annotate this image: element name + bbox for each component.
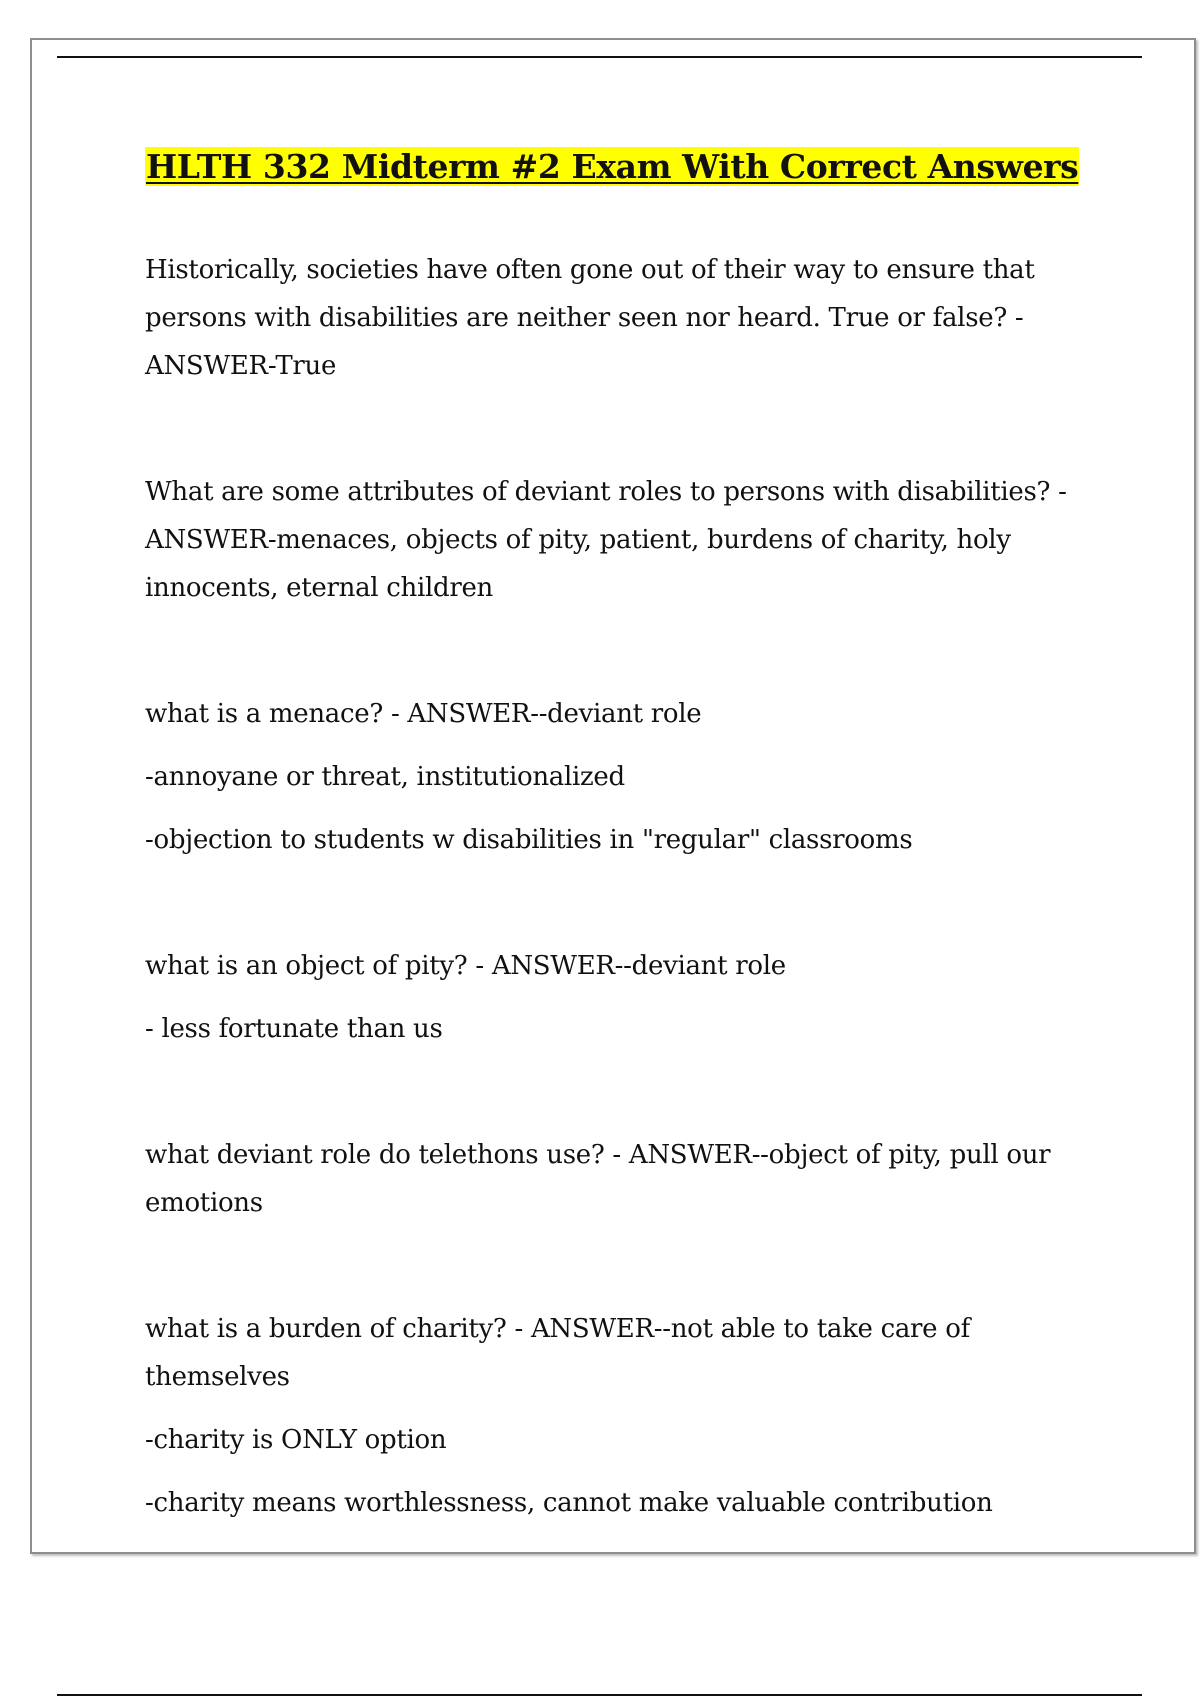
header-rule bbox=[57, 56, 1142, 58]
qa-question-answer: what is an object of pity? - ANSWER--deviant role bbox=[145, 951, 786, 981]
qa-answer-line: -objection to students w disabilities in "regular" classrooms bbox=[145, 825, 913, 855]
qa-item bbox=[145, 942, 1095, 1053]
footer-rule bbox=[57, 1694, 1142, 1696]
qa-item bbox=[145, 246, 1095, 390]
qa-question-answer: Historically, societies have often gone out of their way to ensure that persons with disabilities are neither seen nor heard. True or false? - ANSWER-True bbox=[145, 255, 1035, 381]
qa-question-answer: what is a menace? - ANSWER--deviant role bbox=[145, 699, 702, 729]
qa-answer-line: - less fortunate than us bbox=[145, 1014, 443, 1044]
qa-item bbox=[145, 690, 1095, 864]
qa-answer-line: -charity means worthlessness, cannot make valuable contribution bbox=[145, 1488, 993, 1518]
document-body bbox=[145, 142, 1095, 1527]
qa-item bbox=[145, 468, 1095, 612]
qa-item bbox=[145, 1131, 1095, 1227]
qa-answer-line: -charity is ONLY option bbox=[145, 1425, 447, 1455]
qa-item bbox=[145, 1305, 1095, 1527]
qa-question-answer: What are some attributes of deviant roles to persons with disabilities? - ANSWER-menaces, objects of pity, patient, burdens of charity, holy innocents, eternal children bbox=[145, 477, 1067, 603]
qa-answer-line: -annoyane or threat, institutionalized bbox=[145, 762, 625, 792]
document-title bbox=[145, 142, 1095, 192]
qa-question-answer: what deviant role do telethons use? - ANSWER--object of pity, pull our emotions bbox=[145, 1140, 1051, 1218]
title-highlight: HLTH 332 Midterm #2 Exam With Correct Answers bbox=[146, 147, 1079, 186]
qa-question-answer: what is a burden of charity? - ANSWER--not able to take care of themselves bbox=[145, 1314, 970, 1392]
